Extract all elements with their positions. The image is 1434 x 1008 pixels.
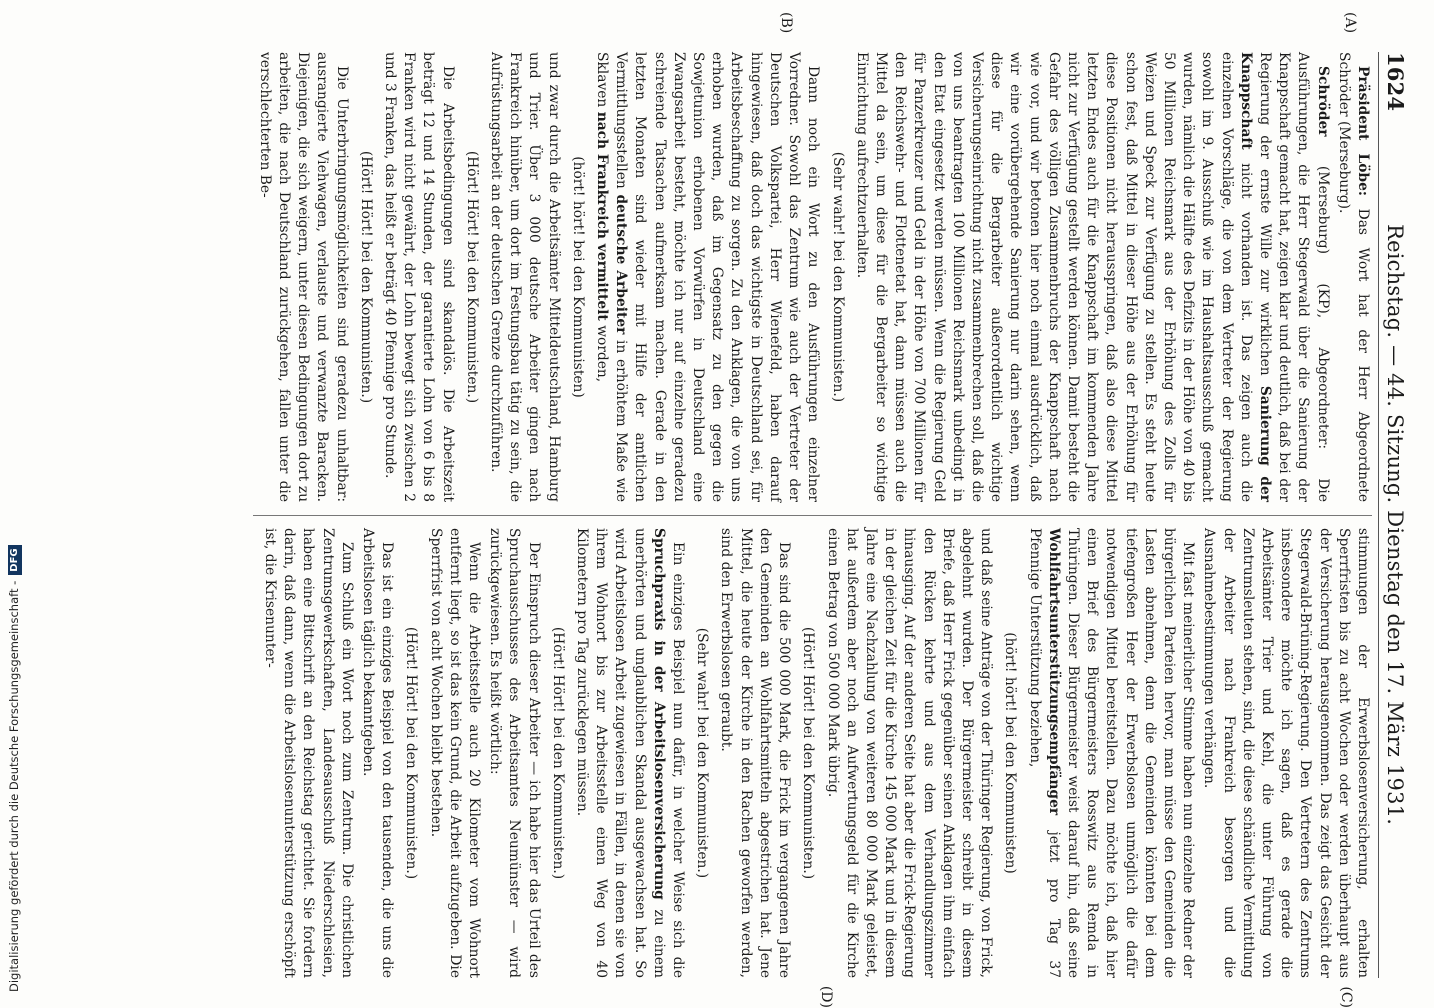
paragraph: Ein einziges Beispiel nun dafür, in welcher Weise sich die Spruchpraxis in der Arbeitslosenversicherung zu einem unerhörten und unglaublichen Skandal ausgewachsen hat. So wird Arbeitslosen Arbeit zugewiesen in Fällen, in denen sie von ihrem Wohnort bis zur Arbeitsstelle einen Weg von 40 Kilometern pro Tag zurücklegen müssen. bbox=[574, 528, 687, 978]
paragraph: Mit fast meinerlicher Stimme haben nun einzelne Redner der bürgerlichen Parteien hervor, man müsse den Gemeinden die Lasten abnehmen, denn die Gemeinden könnten bei dem tiefengroßen Heer der Erwerbslosen unmöglich die dafür notwendigen Mittel bereitstellen. Dazu möchte ich, daß hier einen Brief des Bürgermeisters Rosswitz aus Remda in Thüringen. Dieser Bürgermeister weist darauf hin, daß seine Wohlfahrtsunterstützungsempfänger jetzt pro Tag 37 Pfennige Unterstützung beziehen, bbox=[1026, 528, 1197, 978]
paragraph: Dann noch ein Wort zu den Ausführungen einzelner Vorredner. Sowohl das Zentrum wie auch der Vertreter der Deutschen Volkspartei, Herr Wienefeld, haben darauf hingewiesen, daß doch das wichtigste in Deutschland sei, für Arbeitsbeschaffung zu sorgen. Zu den Anklagen, die von uns erhoben wurden, daß im Gegensatz zu den gegen die Sowjetunion erhobenen Vorwürfen in Deutschland eine Zwangsarbeit besteht, möchte ich nur auf einzelne geradezu schreiende Tatsachen aufmerksam machen. Gerade in den letzten Monaten sind wieder mit Hilfe der amtlichen Vermittlungsstellen deutsche Arbeiter in erhöhtem Maße wie Sklaven nach Frankreich vermittelt worden, bbox=[594, 52, 822, 503]
interjection: (Sehr wahr! bei den Kommunisten.) bbox=[694, 627, 711, 879]
paragraph: Zum Schluß ein Wort noch zum Zentrum. Die christlichen Zentrumsgewerkschaften, Landesausschuß Niederschlesien, haben eine Bittschrift an den Reichstag gerichtet. Sie fordern darin, daß dann, wenn die Arbeitslosenunterstützung erschöpft ist, die Krisenunter- bbox=[262, 528, 355, 978]
running-title: Reichstag. — 44. Sitzung. Dienstag den 17. März 1931. bbox=[1383, 224, 1407, 826]
paragraph: Das sind die 500 000 Mark, die Frick im vergangenen Jahre den Gemeinden an Wohlfahrtsmitteln abgestrichen hat. Jene Mittel, die heute der Kirche in den Rachen geworfen werden, sind den Erwerbslosen geraubt. bbox=[718, 528, 793, 978]
page-number: 1624 bbox=[1383, 52, 1408, 112]
interjection: (Hört! Hört! bei den Kommunisten.) bbox=[357, 150, 374, 404]
margin-marker-c: (C) bbox=[1338, 986, 1354, 1008]
paragraph: stimmungen der Erwerbslosenversicherung, erhalten Sperrfristen bis zu acht Wochen oder werden überhaupt aus der Versicherung herausgenommen. Das zeigt das Gesicht der Stegerwald-Brüning-Regierung. Den Vertretern des Zentrums insbesondere möchte ich sagen, daß es gerade die Arbeitsämter Trier und Kehl, die unter Führung von Zentrumsleuten stehen, sind, die diese schändliche Vermittlung der Arbeiter nach Frankreich besorgen und die Ausnahmebestimmungen verhängen. bbox=[1201, 528, 1371, 978]
column-divider bbox=[253, 515, 1372, 516]
rotated-page bbox=[100, 0, 1434, 1008]
interjection: (Hört! Hört! bei den Kommunisten.) bbox=[463, 150, 480, 404]
credit-text: Digitalisierung gefördert durch die Deutsche Forschungsgemeinschaft - bbox=[7, 580, 21, 992]
interjection: (Hört! Hört! bei den Kommunisten.) bbox=[403, 626, 420, 880]
speaker: Präsident Löbe: bbox=[1355, 66, 1371, 196]
paragraph: und daß seine Anträge von der Thüringer Regierung, von Frick, abgelehnt wurden. Der Bürgermeister schreibt in diesem Briefe, daß Herr Frick gegenüber seinen Anklagen ihm einfach den Rücken kehrte und aus dem Verhandlungszimmer hinausging. Auf der anderen Seite hat aber die Frick-Regierung in der gleichen Zeit für die Kirche 145 000 Mark und in diesem Jahre eine Nachzahlung von weiteren 80 000 Mark geleistet, hat außerdem aber noch an Aufwertungsgeld für die Kirche einen Betrag von 500 000 Mark übrig. bbox=[824, 528, 995, 978]
right-column bbox=[253, 528, 1372, 978]
text-columns bbox=[253, 52, 1372, 978]
interjection: (Hört! Hört! bei den Kommunisten.) bbox=[549, 626, 566, 880]
dfg-logo: DFG bbox=[8, 545, 22, 574]
margin-marker-b: (B) bbox=[778, 12, 794, 34]
interjection: (hört! hört! bei den Kommunisten) bbox=[1002, 632, 1019, 874]
quotation: Wenn die Arbeitsstelle auch 20 Kilometer vom Wohnort entfernt liegt, so ist das kein Grund, die Arbeit aufzugeben. Die Sperrfrist von acht Wochen bleibt bestehen. bbox=[427, 528, 483, 978]
interjection: (Sehr wahr! bei den Kommunisten.) bbox=[829, 151, 846, 403]
paragraph: Die Unterbringungsmöglichkeiten sind geradezu unhaltbar: ausrangierte Viehwagen, verlauste und verwanzte Baracken. Diejenigen, die sich weigern, unter diesen Bedingungen dort zu arbeiten, die nach Deutschland zurückgehen, fallen unter die verschlechterten Be- bbox=[256, 52, 350, 502]
interjection: (hört! hört! bei den Kommunisten) bbox=[569, 156, 586, 398]
paragraph: Präsident Löbe: Das Wort hat der Herr Abgeordnete Schröder (Merseburg). bbox=[1335, 52, 1371, 503]
paragraph: Die Arbeitsbedingungen sind skandalös. Die Arbeitszeit beträgt 12 und 14 Stunden, der garantierte Lohn von 6 bis 8 Franken wird nicht gewährt, der Lohn bewegt sich zwischen 2 und 3 Franken, das heißt er beträgt 40 Pfennige pro Stunde. bbox=[382, 52, 456, 502]
margin-marker-d: (D) bbox=[818, 985, 834, 1008]
paragraph: und zwar durch die Arbeitsämter Mitteldeutschland, Hamburg und Trier. Über 3 000 deutsche Arbeiter gingen nach Frankreich hinüber, um dort im Festungsbau tätig zu sein, die Aufrüstungsarbeit an der deutschen Grenze durchzuführen. bbox=[488, 52, 562, 502]
interjection: (Hört! Hört! bei den Kommunisten.) bbox=[800, 626, 817, 880]
left-column bbox=[253, 52, 1372, 502]
digitization-credit bbox=[4, 0, 24, 1000]
speaker: Schröder bbox=[1314, 66, 1331, 137]
paragraph: Das ist ein einziges Beispiel von den tausenden, die uns die Arbeitslosen täglich bekanntgeben. bbox=[360, 528, 396, 978]
paragraph: Schröder (Merseburg) (KP), Abgeordneter: Die Ausführungen, die Herr Stegerwald über die Sanierung der Knappschaft gemacht hat, zeigen klar und deutlich, daß bei der Regierung der ernste Wille zur wirklichen Sanierung der Knappschaft nicht vorhanden ist. Das zeigen auch die einzelnen Vorschläge, die von dem Vertreter der Regierung sowohl im 9. Ausschuß wie im Haushaltsausschuß gemacht wurden, nämlich die Hälfte des Defizits in der Höhe von 40 bis 50 Millionen Reichsmark aus der Erhöhung des Zolls für Weizen und Speck zur Verfügung zu stellen. Es steht heute schon fest, daß Mittel in dieser Höhe aus der Erhöhung für diese Positionen nicht herausspringen, daß also diese Mittel letzten Endes auch für die Knappschaft im kommenden Jahre nicht zur Verfügung gestellt werden können. Damit besteht die Gefahr des völligen Zusammenbruchs der Knappschaft nach wie vor, und wir betonen hier noch einmal ausdrücklich, daß wir eine vorübergehende Sanierung nur darin sehen, wenn diese für die Bergarbeiter außerordentlich wichtige Versicherungseinrichtung nicht zusammenbrechen soll, daß die von uns beantragten 100 Millionen Reichsmark unbedingt in den Etat eingesetzt werden müssen. Wenn die Regierung Geld für Panzerkreuzer und Geld in der Höhe von 700 Millionen für den Reichswehr- und Flottenetat hat, dann müssen auch die Mittel da sein, um diese für die Bergarbeiter so wichtige Einrichtung aufrechtzuerhalten. bbox=[853, 52, 1331, 502]
page-header bbox=[1378, 52, 1408, 978]
paragraph: Der Einspruch dieser Arbeiter — ich habe hier das Urteil des Spruchausschusses des Arbeitsamtes Neumünster — wird zurückgewiesen. Es heißt wörtlich: bbox=[487, 528, 542, 978]
margin-marker-a: (A) bbox=[1342, 12, 1358, 34]
